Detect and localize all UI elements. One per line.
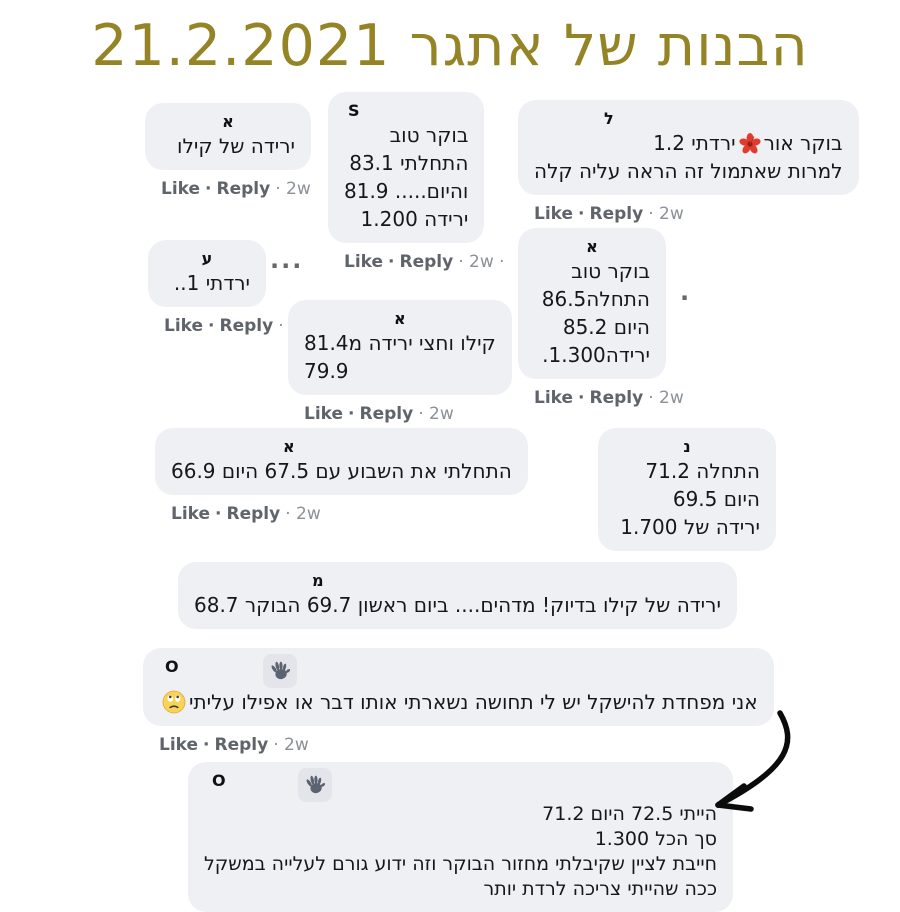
comment-actions xyxy=(304,404,512,424)
comment-bubble xyxy=(155,428,528,495)
hand-drawn-arrow xyxy=(688,695,816,820)
comment-text: התחלתי את השבוע עם 67.5 היום 66.9 xyxy=(171,459,512,483)
comment-bubble xyxy=(518,100,859,195)
commenter-name: א xyxy=(586,237,598,256)
commenter-name: ע xyxy=(201,249,213,268)
separator-dot: · xyxy=(578,204,585,224)
separator-dot: · xyxy=(388,252,395,272)
comment-text: קילו וחצי ירידה מ81.4 xyxy=(304,331,496,355)
comment-bubble xyxy=(598,428,776,551)
reply-button[interactable]: Reply xyxy=(214,735,269,755)
comment-bubble xyxy=(178,562,737,629)
reply-button[interactable]: Reply xyxy=(399,252,454,272)
comment-text: חייבת לציין שקיבלתי מחזור הבוקר וזה ידוע גורם לעלייה במשקל xyxy=(204,853,717,875)
like-button[interactable]: Like xyxy=(534,204,574,224)
timestamp: · 2w xyxy=(285,504,321,524)
comment-s xyxy=(328,92,505,272)
comment-text: ירדתי 1.. xyxy=(173,271,250,295)
commenter-name: נ xyxy=(683,437,691,456)
timestamp: · 2w xyxy=(273,735,309,755)
timestamp: · 2w · xyxy=(458,252,505,272)
comment-text: ירידה של 1.700 xyxy=(620,515,760,539)
comment-a-675 xyxy=(155,428,528,524)
comment-text: 79.9 xyxy=(304,359,349,383)
comment-text: ירידה של קילו xyxy=(177,134,295,158)
separator-dot: · xyxy=(208,316,215,336)
commenter-name: א xyxy=(222,112,234,131)
comment-nun xyxy=(598,428,776,551)
comment-a-814 xyxy=(288,300,512,424)
comment-a-865 xyxy=(518,228,684,408)
commenter-name: O xyxy=(165,657,179,676)
comment-text: למרות שאתמול זה הראה עליה קלה xyxy=(534,159,843,183)
hand-sticker-icon xyxy=(298,768,332,802)
like-button[interactable]: Like xyxy=(164,316,204,336)
comment-text: ירידה של קילו בדיוק! מדהים.... ביום ראשון 69.7 הבוקר 68.7 xyxy=(194,593,721,617)
comment-text: ירידה1.300. xyxy=(542,343,650,367)
reply-button[interactable]: Reply xyxy=(219,316,274,336)
commenter-name: ל xyxy=(604,109,614,128)
single-dot-artifact: · xyxy=(680,284,690,312)
comment-text: ירידה 1.200 xyxy=(360,207,469,231)
comment-bubble xyxy=(288,300,512,395)
reply-button[interactable]: Reply xyxy=(359,404,414,424)
commenter-name: מ xyxy=(312,571,324,590)
timestamp: · xyxy=(278,316,284,336)
commenter-name: S xyxy=(348,101,360,120)
comment-text: והיום..... 81.9 xyxy=(344,179,469,203)
comment-text: התחלה86.5 xyxy=(541,287,650,311)
comment-actions xyxy=(344,252,505,272)
comment-o-period xyxy=(188,762,733,912)
separator-dot: · xyxy=(215,504,222,524)
separator-dot: · xyxy=(203,735,210,755)
comment-actions xyxy=(534,204,859,224)
commenter-name: O xyxy=(212,771,226,790)
comment-bubble xyxy=(143,648,774,726)
timestamp: · 2w xyxy=(418,404,454,424)
comment-text: התחלתי 83.1 xyxy=(349,151,469,175)
comment-text: היום 69.5 xyxy=(672,487,760,511)
comment-text: הייתי 72.5 היום 71.2 xyxy=(542,803,717,825)
reply-button[interactable]: Reply xyxy=(216,179,271,199)
comment-bubble xyxy=(328,92,484,243)
separator-dot: · xyxy=(205,179,212,199)
reply-button[interactable]: Reply xyxy=(226,504,281,524)
like-button[interactable]: Like xyxy=(171,504,211,524)
comment-bubble xyxy=(518,228,666,379)
comment-text: התחלה 71.2 xyxy=(645,459,760,483)
comment-actions xyxy=(171,504,528,524)
timestamp: · 2w xyxy=(648,388,684,408)
like-button[interactable]: Like xyxy=(159,735,199,755)
commenter-name: א xyxy=(283,437,295,456)
separator-dot: · xyxy=(578,388,585,408)
comment-text-part: ירדתי 1.2 xyxy=(653,131,736,155)
comment-bubble xyxy=(148,240,266,307)
comment-bubble xyxy=(145,103,311,170)
comment-mem xyxy=(178,562,737,629)
comment-actions xyxy=(164,316,284,336)
comment-text: ככה שהייתי צריכה לרדת יותר xyxy=(483,878,717,900)
timestamp: · 2w xyxy=(275,179,311,199)
comment-actions xyxy=(534,388,684,408)
commenter-name: א xyxy=(394,309,406,328)
hand-sticker-icon xyxy=(263,654,297,688)
reply-button[interactable]: Reply xyxy=(589,388,644,408)
comment-text xyxy=(534,129,843,157)
comment-text: היום 85.2 xyxy=(562,315,650,339)
comment-actions xyxy=(159,735,774,755)
comment-text: סך הכל 1.300 xyxy=(594,828,717,850)
reply-button[interactable]: Reply xyxy=(589,204,644,224)
comment-o-scared xyxy=(143,648,774,755)
comment-text-part: אני מפחדת להישקל יש לי תחושה נשארתי אותו דבר או אפילו עליתי xyxy=(189,690,758,714)
comment-a-kilo xyxy=(145,103,311,199)
timestamp: · 2w xyxy=(648,204,684,224)
comment-ayin xyxy=(148,240,284,336)
comment-text-part: בוקר אור xyxy=(763,131,843,155)
comment-actions xyxy=(161,179,311,199)
like-button[interactable]: Like xyxy=(344,252,384,272)
more-options-dots[interactable]: ... xyxy=(270,246,304,274)
comment-bubble xyxy=(188,762,733,912)
comment-l-flower xyxy=(518,100,859,224)
like-button[interactable]: Like xyxy=(304,404,344,424)
hibiscus-emoji-icon xyxy=(739,133,761,155)
like-button[interactable]: Like xyxy=(534,388,574,408)
like-button[interactable]: Like xyxy=(161,179,201,199)
page-title: הבנות של אתגר 21.2.2021 xyxy=(91,13,809,79)
comment-text: בוקר טוב xyxy=(389,123,469,147)
separator-dot: · xyxy=(348,404,355,424)
comment-text xyxy=(159,688,758,716)
comment-text: בוקר טוב xyxy=(571,259,650,283)
rolling-eyes-emoji-icon xyxy=(162,690,186,714)
